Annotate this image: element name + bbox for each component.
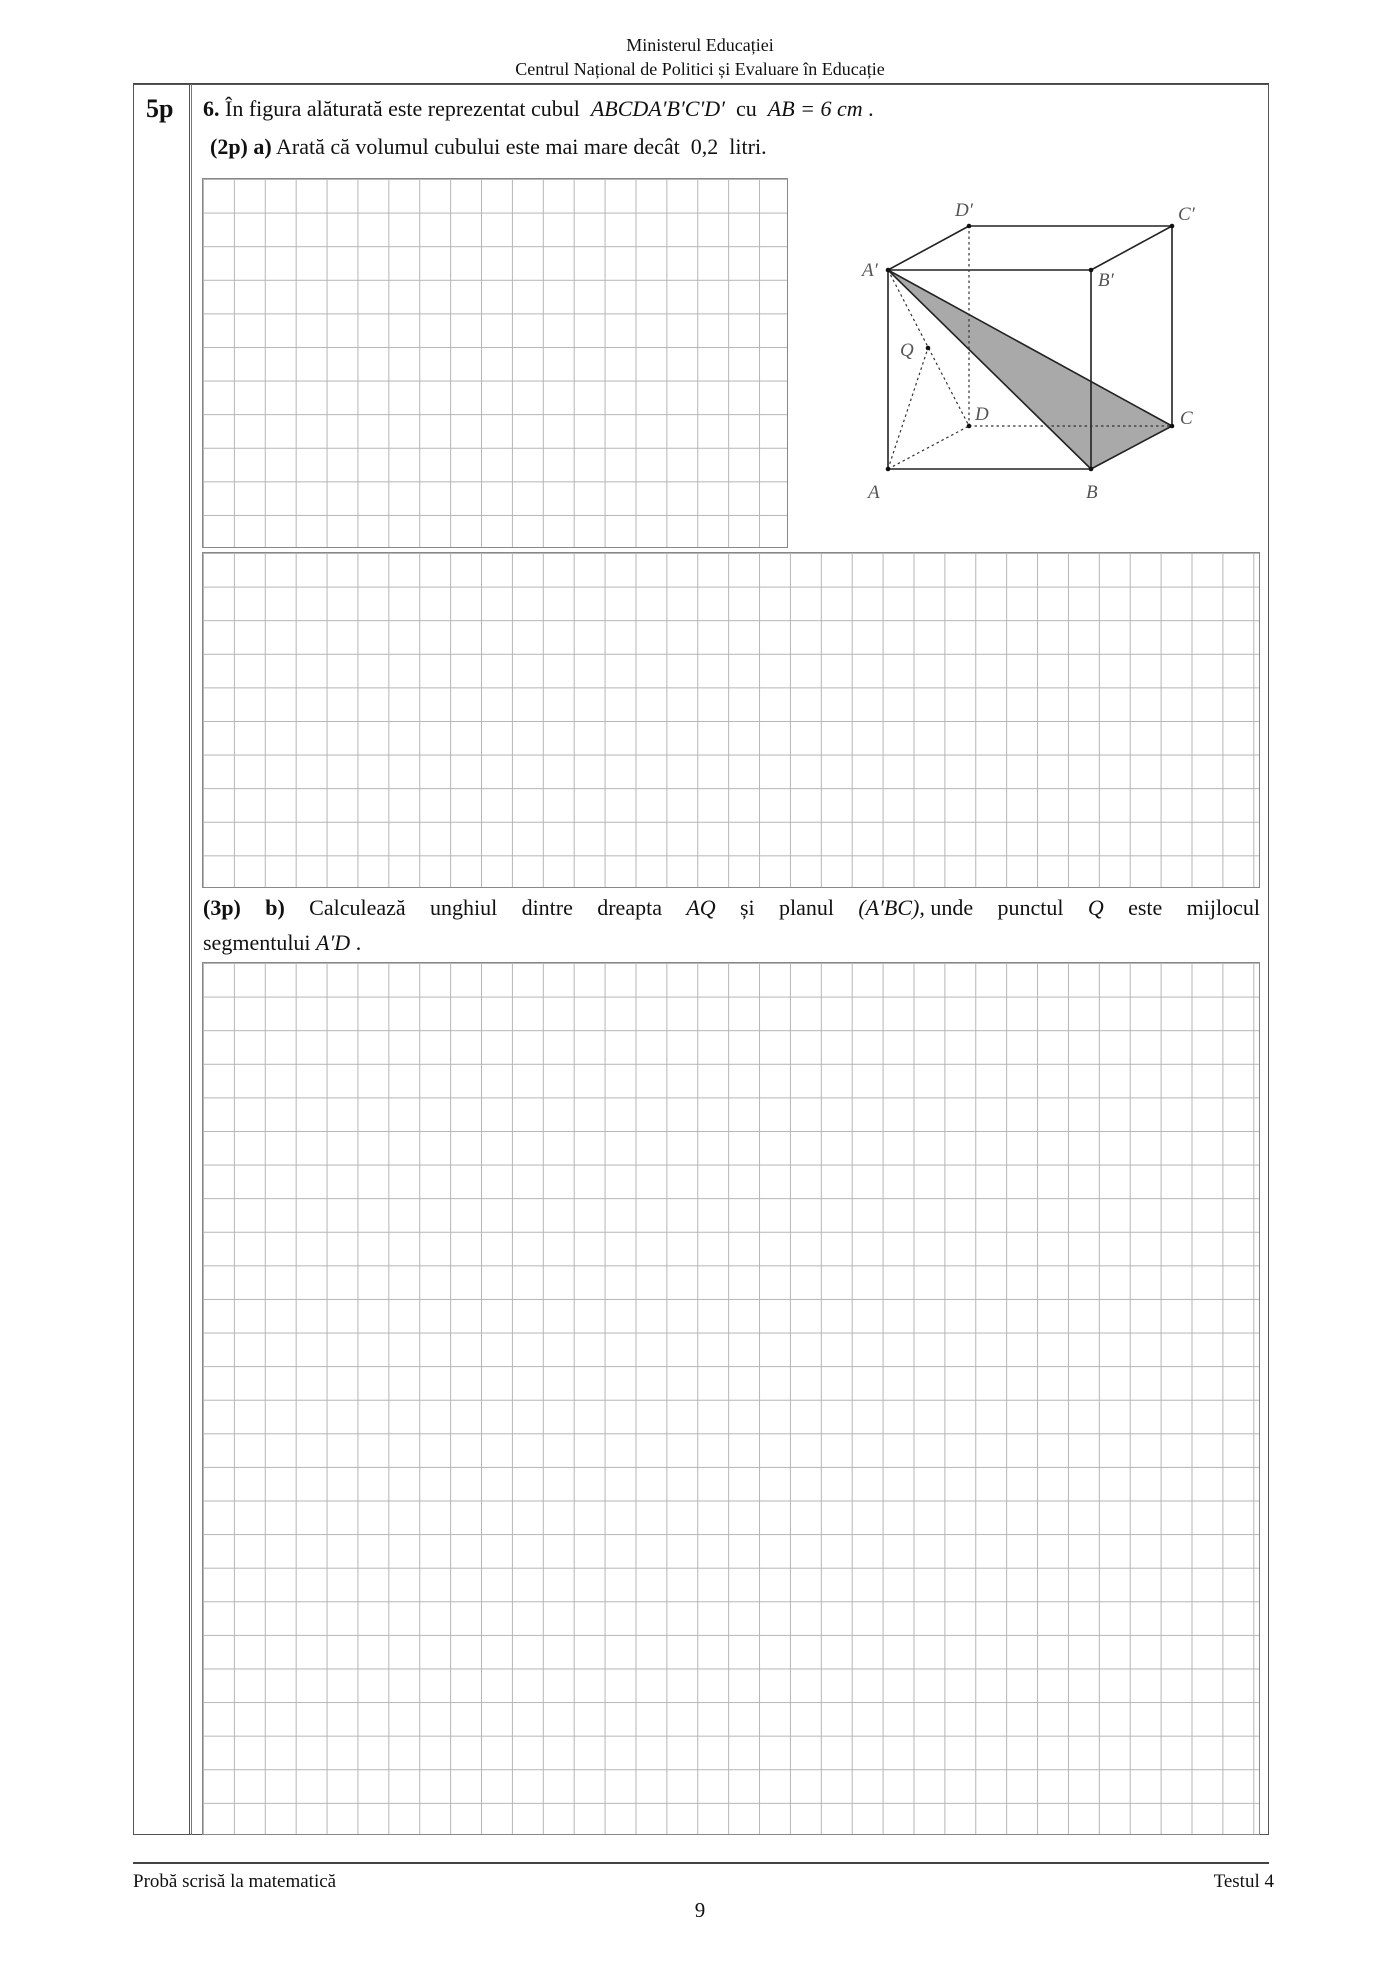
part-b-unde: , unde: [919, 895, 974, 920]
point-D1: [967, 224, 972, 229]
shaded-triangle: [888, 270, 1172, 469]
point-C1: [1170, 224, 1175, 229]
part-b-plane: (A′BC): [858, 895, 920, 920]
part-b-word-4: dreapta: [597, 895, 662, 920]
label-B1: B′: [1098, 270, 1114, 291]
point-A: [886, 467, 891, 472]
exercise-number: 6.: [203, 96, 220, 121]
point-B: [1089, 467, 1094, 472]
footer-rule: [133, 1862, 1269, 1864]
cube-figure: [842, 186, 1212, 516]
points-column-divider: [189, 84, 190, 1835]
part-b-segment: A′D: [316, 930, 351, 955]
part-b-mijlocul: mijlocul: [1186, 895, 1260, 920]
label-D1: D′: [955, 200, 973, 221]
statement-end: .: [868, 96, 874, 121]
label-B: B: [1086, 482, 1098, 503]
label-A1: A′: [862, 260, 878, 281]
point-A1: [886, 268, 891, 273]
answer-grid-a-small[interactable]: [202, 178, 788, 548]
part-b-punctul: punctul: [997, 895, 1064, 920]
edge-D1A1: [888, 226, 969, 270]
part-a-text: [210, 132, 767, 162]
part-b-planul: planul: [779, 895, 835, 920]
point-Q: [926, 346, 931, 351]
part-b-word-2: unghiul: [429, 895, 498, 920]
edge-B1C1: [1091, 226, 1172, 270]
part-b-word-3: dintre: [521, 895, 573, 920]
part-a-body: Arată că volumul cubului este mai mare decât: [276, 134, 680, 159]
part-b-line2: [203, 928, 361, 958]
part-b-word-1: Calculează: [309, 895, 406, 920]
part-a-value: 0,2: [690, 134, 719, 159]
label-C: C: [1180, 408, 1193, 429]
page-number: 9: [694, 1898, 706, 1922]
label-A: A: [868, 482, 880, 503]
answer-grid-a-wide[interactable]: [202, 552, 1260, 888]
footer-exam-title: Probă scrisă la matematică: [133, 1871, 337, 1892]
points-column-divider-inner: [191, 84, 192, 1835]
exercise-points: 5p: [146, 94, 174, 123]
point-C: [1170, 424, 1175, 429]
part-b-este: este: [1128, 895, 1163, 920]
part-b-letter: b): [265, 895, 285, 920]
header-ministry: Ministerul Educației: [626, 35, 774, 55]
answer-grid-b[interactable]: [202, 962, 1260, 1835]
part-b-segment-prefix: segmentului: [203, 930, 311, 955]
part-a-points: (2p): [210, 134, 248, 159]
cube-name: ABCDA′B′C′D′: [590, 96, 725, 121]
part-b-points: (3p): [203, 895, 241, 920]
label-Q: Q: [900, 340, 914, 361]
point-B1: [1089, 268, 1094, 273]
footer-test-number: Testul 4: [1213, 1871, 1274, 1892]
part-a-letter: a): [253, 134, 272, 159]
label-C1: C′: [1178, 204, 1195, 225]
part-b-line-AQ: AQ: [686, 895, 716, 920]
statement-prefix: În figura alăturată este reprezentat cubul: [225, 96, 580, 121]
part-b-Q: Q: [1087, 895, 1104, 920]
label-D: D: [975, 404, 989, 425]
statement-condition: AB = 6 cm: [767, 96, 863, 121]
part-b-si: și: [739, 895, 755, 920]
exercise-statement: [203, 94, 874, 124]
header-center: Centrul Național de Politici și Evaluare în Educație: [515, 59, 885, 79]
part-b-line1: [203, 893, 1260, 923]
statement-cu: cu: [736, 96, 757, 121]
point-D: [967, 424, 972, 429]
part-a-end: litri.: [729, 134, 767, 159]
part-b-end: .: [355, 930, 362, 955]
